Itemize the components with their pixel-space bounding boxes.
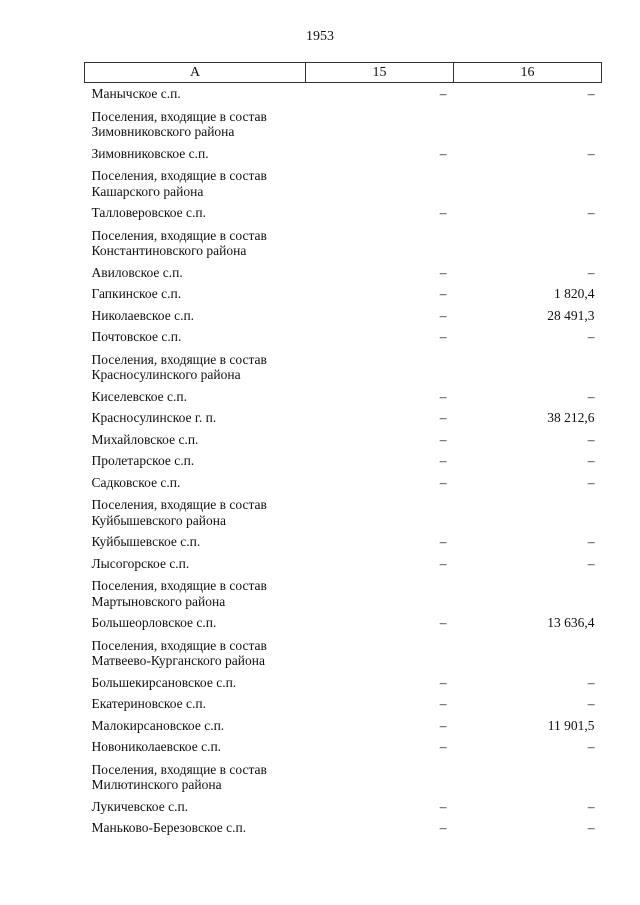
settlement-name-cell: Большекирсановское с.п. — [91, 674, 237, 690]
value-cell-15: – — [439, 329, 447, 344]
value-cell-15: – — [439, 145, 447, 161]
value-cell-15: – — [439, 674, 447, 690]
table-row — [85, 305, 602, 327]
value-cell-15 — [306, 758, 454, 796]
value-cell-15: – — [439, 453, 447, 468]
table-row — [85, 736, 602, 758]
value-cell-15: – — [439, 205, 447, 220]
value-cell-15 — [306, 224, 454, 262]
settlement-name-cell: Маньково-Березовское с.п. — [91, 820, 247, 835]
table-header-row — [85, 63, 602, 83]
table-row — [85, 796, 602, 818]
table-group-row — [85, 224, 602, 262]
value-cell-16 — [454, 224, 602, 262]
table-group-row — [85, 105, 602, 143]
settlement-name-cell: Зимовниковское с.п. — [91, 145, 209, 161]
table-row — [85, 407, 602, 429]
value-cell-16: – — [587, 205, 595, 220]
table-row — [85, 715, 602, 737]
table-row — [85, 531, 602, 553]
value-cell-16: 13 636,4 — [547, 615, 595, 630]
value-cell-16 — [454, 105, 602, 143]
table-body — [85, 83, 602, 839]
settlement-name-cell: Почтовское с.п. — [91, 329, 182, 344]
settlement-name-cell: Манычское с.п. — [91, 86, 181, 101]
value-cell-15: – — [439, 696, 447, 711]
budget-table — [84, 62, 602, 839]
group-heading-cell: Поселения, входящие в состав Кашарского района — [91, 168, 267, 199]
table-row — [85, 672, 602, 694]
settlement-name-cell: Пролетарское с.п. — [91, 453, 195, 468]
value-cell-16 — [454, 634, 602, 672]
settlement-name-cell: Гапкинское с.п. — [91, 286, 182, 301]
value-cell-15: – — [439, 798, 447, 814]
table-row — [85, 262, 602, 284]
table-group-row — [85, 164, 602, 202]
table-row — [85, 143, 602, 165]
settlement-name-cell: Михайловское с.п. — [91, 431, 199, 447]
settlement-name-cell: Авиловское с.п. — [91, 264, 183, 280]
group-heading-cell: Поселения, входящие в состав Зимовниковского района — [91, 108, 267, 139]
settlement-name-cell: Екатериновское с.п. — [91, 696, 206, 711]
table-group-row — [85, 493, 602, 531]
value-cell-15 — [306, 164, 454, 202]
value-cell-16: – — [587, 453, 595, 468]
settlement-name-cell: Большеорловское с.п. — [91, 615, 217, 630]
value-cell-15: – — [439, 86, 447, 101]
value-cell-16 — [454, 493, 602, 531]
value-cell-16: – — [587, 388, 595, 404]
settlement-name-cell: Новониколаевское с.п. — [91, 739, 222, 754]
table-group-row — [85, 574, 602, 612]
group-heading-cell: Поселения, входящие в состав Матвеево-Курганского района — [91, 637, 267, 668]
value-cell-15: – — [439, 615, 447, 630]
column-header-15: 15 — [306, 63, 454, 83]
value-cell-15 — [306, 634, 454, 672]
table-row — [85, 553, 602, 575]
value-cell-16: – — [587, 739, 595, 754]
group-heading-cell: Поселения, входящие в состав Константиновского района — [91, 227, 267, 258]
value-cell-16: – — [587, 674, 595, 690]
value-cell-16: 38 212,6 — [547, 410, 595, 425]
value-cell-16: – — [587, 820, 595, 835]
group-heading-cell: Поселения, входящие в состав Мартыновского района — [91, 578, 267, 609]
group-heading-cell: Поселения, входящие в состав Милютинского района — [91, 761, 267, 792]
value-cell-15 — [306, 493, 454, 531]
value-cell-15: – — [439, 431, 447, 447]
settlement-name-cell: Николаевское с.п. — [91, 307, 195, 323]
value-cell-15: – — [439, 820, 447, 835]
value-cell-15: – — [439, 388, 447, 404]
value-cell-16 — [454, 758, 602, 796]
table-row — [85, 472, 602, 494]
value-cell-16: – — [587, 798, 595, 814]
value-cell-15 — [306, 574, 454, 612]
value-cell-16 — [454, 164, 602, 202]
table-row — [85, 83, 602, 105]
column-header-a: А — [85, 63, 306, 83]
value-cell-16: – — [587, 534, 595, 549]
settlement-name-cell: Талловеровское с.п. — [91, 205, 206, 220]
value-cell-16: – — [587, 431, 595, 447]
settlement-name-cell: Куйбышевское с.п. — [91, 534, 201, 549]
value-cell-15: – — [439, 474, 447, 490]
table-row — [85, 817, 602, 839]
value-cell-16: – — [587, 264, 595, 280]
settlement-name-cell: Лысогорское с.п. — [91, 555, 190, 571]
value-cell-16: – — [587, 145, 595, 161]
table-row — [85, 386, 602, 408]
value-cell-15: – — [439, 307, 447, 323]
value-cell-16: – — [587, 474, 595, 490]
value-cell-16 — [454, 574, 602, 612]
value-cell-16: – — [587, 555, 595, 571]
table-group-row — [85, 348, 602, 386]
settlement-name-cell: Лукичевское с.п. — [91, 798, 189, 814]
table-group-row — [85, 634, 602, 672]
settlement-name-cell: Малокирсановское с.п. — [91, 717, 225, 733]
value-cell-16: – — [587, 329, 595, 344]
value-cell-16: – — [587, 696, 595, 711]
group-heading-cell: Поселения, входящие в состав Красносулинского района — [91, 351, 267, 382]
table-row — [85, 450, 602, 472]
value-cell-15: – — [439, 717, 447, 733]
table-row — [85, 693, 602, 715]
table-row — [85, 429, 602, 451]
group-heading-cell: Поселения, входящие в состав Куйбышевского района — [91, 497, 267, 528]
column-header-16: 16 — [454, 63, 602, 83]
value-cell-16: 28 491,3 — [547, 307, 595, 323]
table-group-row — [85, 758, 602, 796]
value-cell-15: – — [439, 534, 447, 549]
value-cell-16: – — [587, 86, 595, 101]
value-cell-15: – — [439, 286, 447, 301]
page-number: 1953 — [306, 29, 334, 44]
value-cell-15: – — [439, 555, 447, 571]
table-row — [85, 283, 602, 305]
table-row — [85, 202, 602, 224]
table-row — [85, 326, 602, 348]
table-row — [85, 612, 602, 634]
value-cell-15 — [306, 348, 454, 386]
settlement-name-cell: Киселевское с.п. — [91, 388, 188, 404]
value-cell-15 — [306, 105, 454, 143]
value-cell-16: 11 901,5 — [547, 717, 595, 733]
settlement-name-cell: Садковское с.п. — [91, 474, 181, 490]
value-cell-16 — [454, 348, 602, 386]
value-cell-15: – — [439, 410, 447, 425]
settlement-name-cell: Красносулинское г. п. — [91, 410, 217, 425]
value-cell-16: 1 820,4 — [554, 286, 595, 301]
value-cell-15: – — [439, 739, 447, 754]
value-cell-15: – — [439, 264, 447, 280]
